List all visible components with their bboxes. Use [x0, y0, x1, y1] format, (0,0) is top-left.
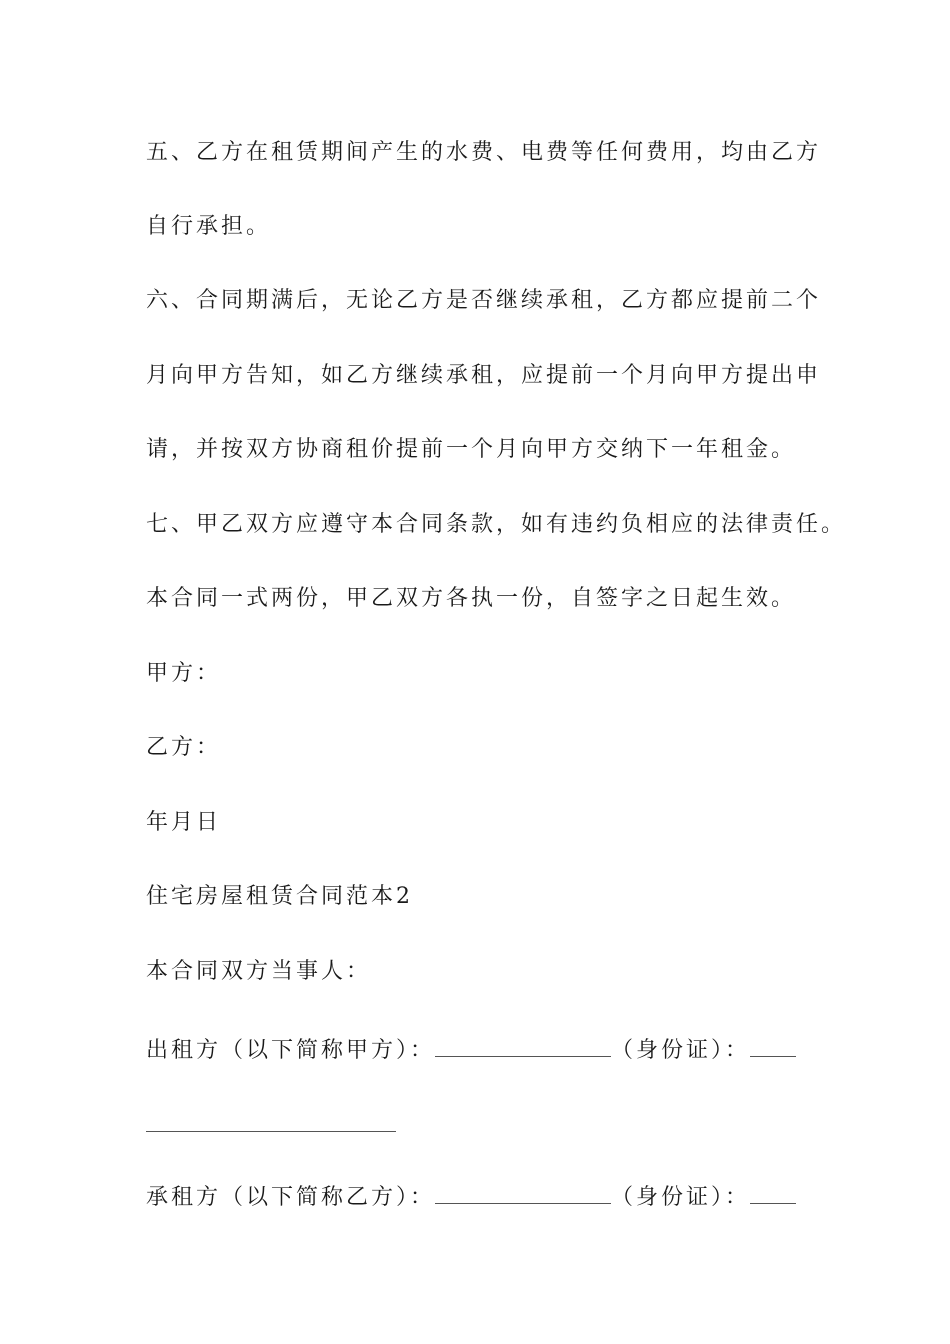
lessor-id-blank — [750, 1036, 796, 1057]
party-b-signature: 乙方： — [146, 735, 222, 760]
clause-five-line-2: 自行承担。 — [146, 214, 272, 239]
copies-clause: 本合同一式两份，甲乙双方各执一份，自签字之日起生效。 — [146, 586, 797, 611]
party-a-signature: 甲方： — [146, 661, 222, 686]
clause-six-line-1: 六、合同期满后，无论乙方是否继续承租，乙方都应提前二个 — [146, 288, 822, 313]
lessee-label: 承租方（以下简称乙方）： — [146, 1185, 436, 1210]
parties-heading: 本合同双方当事人： — [146, 959, 372, 984]
lessor-label: 出租方（以下简称甲方）： — [146, 1038, 436, 1063]
clause-five-line-1: 五、乙方在租赁期间产生的水费、电费等任何费用，均由乙方 — [146, 140, 822, 165]
lessor-row — [146, 1036, 796, 1066]
clause-six-line-2: 月向甲方告知，如乙方继续承租，应提前一个月向甲方提出申 — [146, 363, 822, 388]
lessee-row — [146, 1183, 796, 1213]
lessee-name-blank — [435, 1183, 611, 1204]
clause-six-line-3: 请，并按双方协商租价提前一个月向甲方交纳下一年租金。 — [146, 437, 797, 462]
clause-seven: 七、甲乙双方应遵守本合同条款，如有违约负相应的法律责任。 — [146, 512, 847, 537]
lessor-id-label: （身份证）： — [611, 1038, 751, 1063]
second-contract-title: 住宅房屋租赁合同范本2 — [146, 884, 413, 909]
lessee-id-blank — [750, 1183, 796, 1204]
signature-date: 年月日 — [146, 810, 222, 835]
lessor-name-blank — [435, 1036, 611, 1057]
lessor-id-continuation-blank — [146, 1131, 396, 1132]
lessee-id-label: （身份证）： — [611, 1185, 751, 1210]
